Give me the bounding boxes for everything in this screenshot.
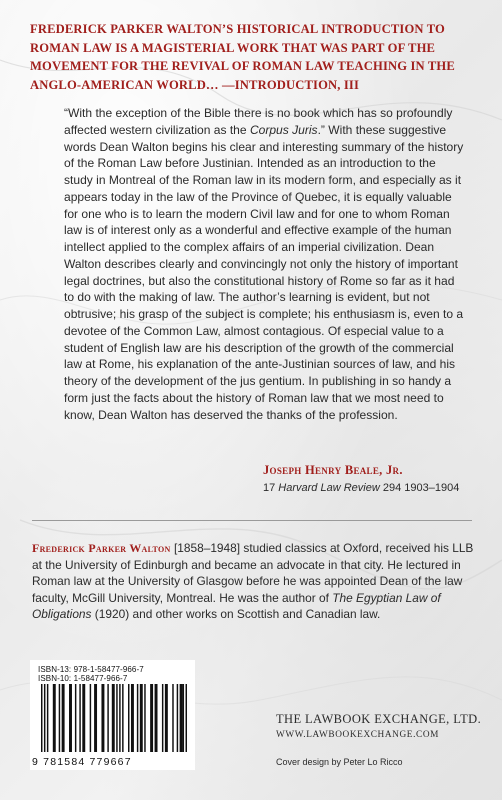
bio-text-end: (1920) and other works on Scottish and Canadian law. <box>91 607 381 622</box>
barcode-bar <box>59 684 60 752</box>
quote-source-suffix: 294 1903–1904 <box>379 482 460 494</box>
barcode-bar <box>119 684 120 752</box>
barcode-bar <box>177 684 178 752</box>
barcode-bar <box>101 684 104 752</box>
quote-text-end: .” With these suggestive words Dean Walton begins his clear and interesting summary of the history of the Roman Law before Justinian. Intended as an introduction to the study in Montreal of the Roman law in its modern form, and especially as it appears today in the law of the Province of Quebec, it is equally valuable for one who is to learn the modern Civil law and for one to whom Roman law is of interest only as a wonderful and effective example of the human intellect applied to the complex affairs of an imperial civilization. Dean Walton describes clearly and convincingly not only the history of important legal doctrines, but also the constitutional history of Rome so far as it had to do with the making of law. The author’s learning is evident, but not obtrusive; his grasp of the subject is complete; his enthusiasm is, even to a devotee of the Common Law, almost contagious. Of especial value to a student of English law are his description of the growth of the commercial law at Rome, his explanation of the ante-Justinian sources of law, and his theory of the development of the jus gentium. In publishing in so handy a form just the facts about the history of Roman law that we most need to know, Dean Walton has deserved the thanks of the profession. <box>64 122 464 422</box>
publisher-url: WWW.LAWBOOKEXCHANGE.COM <box>276 730 439 740</box>
barcode-bar <box>75 684 76 752</box>
barcode-bar <box>131 684 134 752</box>
quote-source-journal: Harvard Law Review <box>278 482 380 494</box>
barcode-bar <box>90 684 91 752</box>
barcode-box <box>30 660 195 770</box>
isbn10-label: ISBN-10: 1-58477-966-7 <box>38 674 128 683</box>
barcode-bar <box>47 684 48 752</box>
barcode-bar <box>122 684 123 752</box>
bio-author-name: Frederick Parker Walton <box>32 541 171 555</box>
publisher-name: THE LAWBOOK EXCHANGE, LTD. <box>276 712 482 726</box>
quote-text-start: “With the exception of the Bible there is no book which has so profoundly affected western civilization as the <box>64 106 453 137</box>
barcode-bar <box>162 684 163 752</box>
barcode-bar <box>186 684 187 752</box>
cover-design-credit: Cover design by Peter Lo Ricco <box>276 757 403 767</box>
barcode-bar <box>144 684 145 752</box>
quote-author-name: Joseph Henry Beale, Jr. <box>263 463 403 477</box>
barcode-bar <box>79 684 80 752</box>
barcode-bar <box>69 684 72 752</box>
headline-blurb: FREDERICK PARKER WALTON’S HISTORICAL INTRODUCTION TO ROMAN LAW IS A MAGISTERIAL WORK THAT WAS PART OF THE MOVEMENT FOR THE REVIVAL OF ROMAN LAW TEACHING IN THE ANGLO-AMERICAN WORLD… —INTRODUCTION, III <box>30 22 455 92</box>
quote-italic-title: Corpus Juris <box>249 122 318 137</box>
review-quote <box>64 105 464 423</box>
barcode-bar <box>62 684 65 752</box>
barcode-bar <box>116 684 117 752</box>
bio-italic-title: The Egyptian Law of Obligations <box>32 590 441 622</box>
barcode-bar <box>94 684 97 752</box>
quote-source <box>263 482 493 494</box>
barcode-bar <box>180 684 183 752</box>
barcode-bar <box>82 684 85 752</box>
barcode-bar <box>165 684 168 752</box>
quote-author <box>263 463 483 478</box>
barcode-bar <box>41 684 42 752</box>
author-bio <box>32 540 480 623</box>
quote-source-prefix: 17 <box>263 482 279 494</box>
barcode-digits: 9 781584 779667 <box>32 756 132 768</box>
isbn13-label: ISBN-13: 978-1-58477-966-7 <box>38 665 144 674</box>
bio-text-start: [1858–1948] studied classics at Oxford, received his LLB at the University of Edinburgh and became an advocate in that city. He lectured in Roman law at the University of Glasgow before he was appointed Dean of the law faculty, McGill University, Montreal. He was the author of <box>32 541 474 605</box>
barcode-bar <box>53 684 56 752</box>
barcode-bar <box>137 684 138 752</box>
barcode-bar <box>155 684 158 752</box>
barcode-bar <box>112 684 115 752</box>
section-divider <box>32 520 472 521</box>
barcode-bar <box>140 684 143 752</box>
barcode-bar <box>172 684 173 752</box>
barcode-bar <box>107 684 108 752</box>
barcode-image <box>39 684 189 756</box>
barcode-bar <box>183 684 184 752</box>
barcode-bar <box>150 684 153 752</box>
barcode-bar <box>44 684 45 752</box>
barcode-bar <box>128 684 129 752</box>
